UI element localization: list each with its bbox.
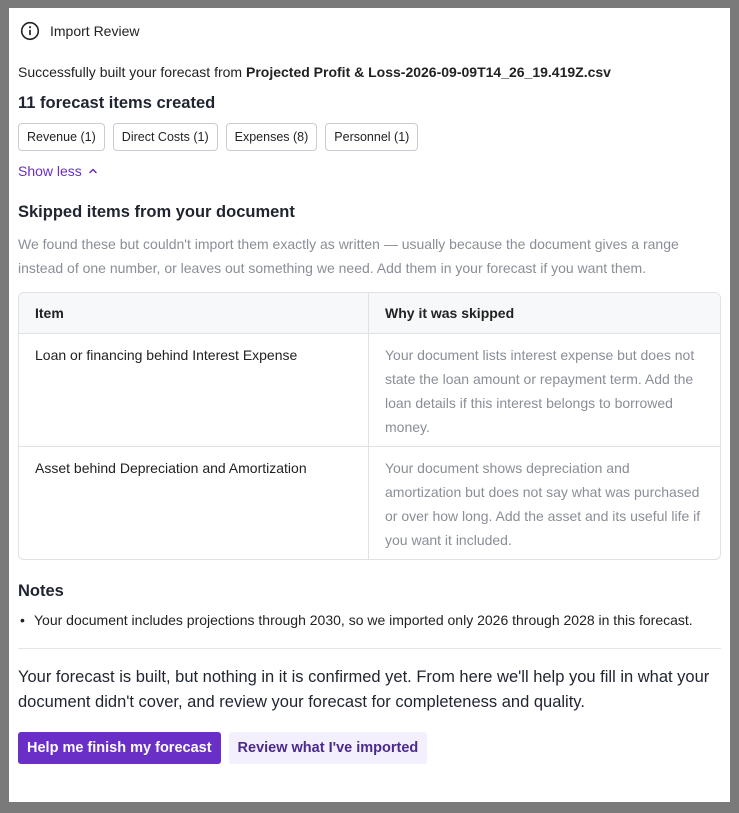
closing-message: Your forecast is built, but nothing in it is confirmed yet. From here we'll help you fill in what your document didn't cover, and review your forecast for completeness and quality. xyxy=(18,668,710,711)
skipped-items-table xyxy=(18,292,721,560)
skipped-item-reason: Your document shows depreciation and amortization but does not say what was purchased or over how long. Add the asset and its useful life if you want it included. xyxy=(385,460,701,548)
source-filename: Projected Profit & Loss-2026-09-09T14_26_19.419Z.csv xyxy=(245,64,611,80)
list-item xyxy=(18,608,721,632)
skipped-item-name: Loan or financing behind Interest Expense xyxy=(19,334,369,446)
chip-revenue: Revenue (1) xyxy=(18,123,105,151)
note-text: Your document includes projections through 2030, so we imported only 2026 through 2028 in this forecast. xyxy=(34,612,693,628)
column-header-reason: Why it was skipped xyxy=(385,305,515,321)
chevron-up-icon xyxy=(88,166,98,176)
notes-list xyxy=(18,608,721,632)
column-header-item: Item xyxy=(19,293,369,333)
chip-personnel: Personnel (1) xyxy=(325,123,418,151)
show-less-toggle[interactable] xyxy=(18,163,98,179)
panel-header xyxy=(18,8,721,54)
finish-forecast-button[interactable]: Help me finish my forecast xyxy=(18,732,221,764)
chip-expenses: Expenses (8) xyxy=(226,123,318,151)
divider xyxy=(18,648,721,649)
success-prefix: Successfully built your forecast from xyxy=(18,64,246,80)
table-row xyxy=(19,446,720,559)
panel-title: Import Review xyxy=(50,23,140,39)
skipped-item-name: Asset behind Depreciation and Amortization xyxy=(19,447,369,559)
success-message xyxy=(18,62,721,82)
action-buttons xyxy=(18,732,721,764)
bullet-icon: • xyxy=(20,612,25,628)
table-header-row xyxy=(19,293,720,333)
show-less-label: Show less xyxy=(18,163,82,179)
skipped-heading: Skipped items from your document xyxy=(18,203,295,221)
chip-direct-costs: Direct Costs (1) xyxy=(113,123,218,151)
review-imported-button[interactable]: Review what I've imported xyxy=(229,732,428,764)
info-icon xyxy=(20,21,40,41)
table-row xyxy=(19,333,720,446)
import-review-panel xyxy=(9,8,730,802)
created-chips xyxy=(18,123,721,151)
skipped-description: We found these but couldn't import them exactly as written — usually because the document gives a range instead of one number, or leaves out something we need. Add them in your forecast if you want them. xyxy=(18,236,679,276)
notes-heading: Notes xyxy=(18,582,64,600)
skipped-item-reason: Your document lists interest expense but does not state the loan amount or repayment term. Add the loan details if this interest belongs to borrowed money. xyxy=(385,347,695,435)
created-heading: 11 forecast items created xyxy=(18,94,216,112)
